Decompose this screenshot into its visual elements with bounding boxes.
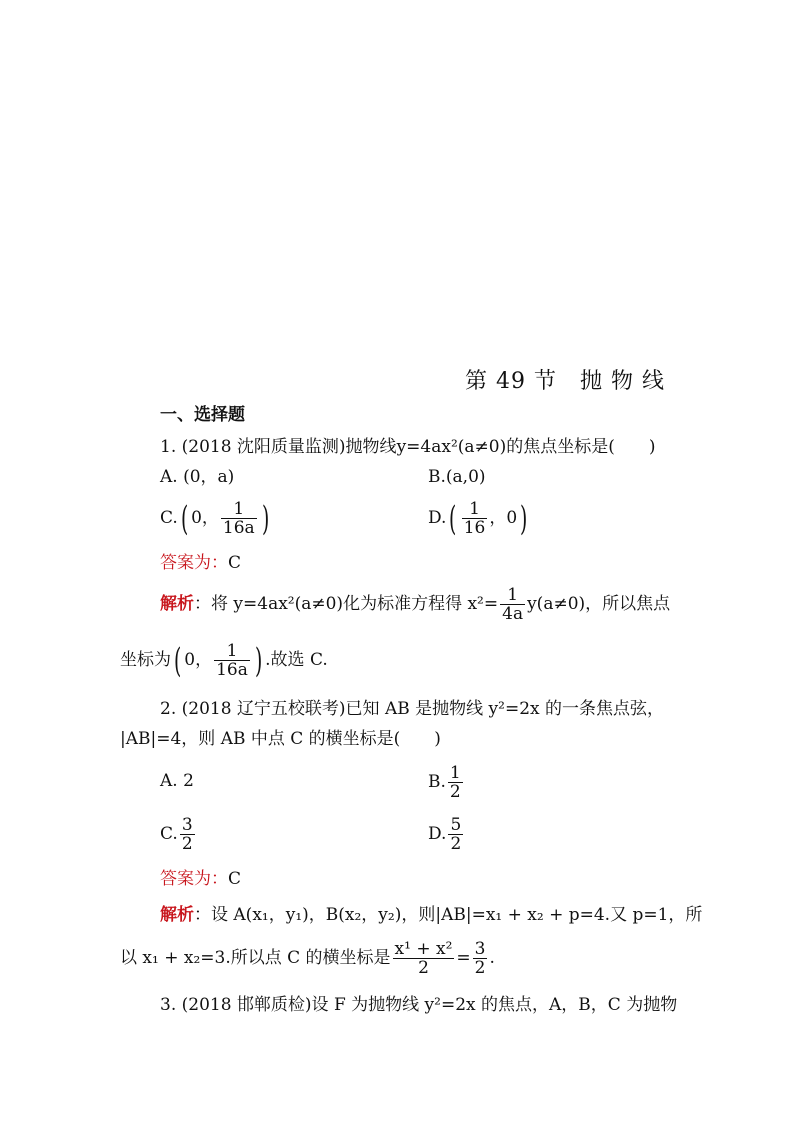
fraction-denominator: 16	[463, 518, 486, 538]
q1-answer	[160, 552, 241, 574]
q1-option-c-fraction	[221, 500, 257, 537]
right-paren-icon: )	[520, 498, 528, 539]
q1-analysis-line-2	[120, 640, 328, 680]
analysis-text: ：设 A(x₁，y₁)，B(x₂，y₂)，则|AB|=x₁ + x₂ + p=4.又 p=1，所	[194, 905, 703, 925]
q2-option-a: A. 2	[160, 771, 194, 791]
analysis-text: 以 x₁ + x₂=3.所以点 C 的横坐标是	[120, 948, 391, 968]
fraction-numerator: 1	[500, 586, 525, 605]
q2-option-c-fraction	[180, 816, 195, 853]
page-title: 第 49 节 抛 物 线	[465, 369, 665, 394]
right-paren-icon: )	[261, 498, 269, 539]
fraction-numerator: 5	[450, 815, 462, 835]
left-paren-icon: (	[449, 498, 457, 539]
right-paren-icon: )	[254, 640, 263, 681]
analysis-text: 坐标为	[120, 650, 171, 670]
fraction-numerator: 1	[214, 642, 250, 661]
q2-answer	[160, 868, 241, 890]
q1-analysis-line-1	[160, 584, 670, 624]
fraction-numerator: 1	[462, 500, 488, 519]
option-label: B.	[428, 772, 446, 792]
q1-option-d-label: D.	[428, 508, 447, 528]
option-label: C.	[160, 824, 178, 844]
fraction-numerator: 1	[449, 763, 461, 783]
q1-option-b: B.(a,0)	[428, 467, 486, 487]
analysis-fraction	[473, 940, 488, 977]
q2-option-d	[428, 814, 465, 854]
answer-label: 答案为：	[160, 553, 228, 573]
equals-sign: =	[456, 948, 471, 968]
fraction-denominator: 16a	[222, 518, 255, 538]
answer-value: C	[228, 869, 242, 889]
q2-option-c	[160, 814, 197, 854]
analysis-fraction	[393, 940, 455, 977]
fraction-denominator: 2	[418, 958, 429, 978]
fraction-denominator: 2	[474, 958, 486, 978]
section-heading: 一、选择题	[160, 405, 245, 425]
analysis-text: 0，	[184, 650, 213, 670]
left-paren-icon: (	[180, 498, 189, 539]
fraction-denominator: 2	[181, 834, 193, 854]
q1-option-c-first: 0，	[191, 508, 219, 528]
q1-option-d	[428, 498, 530, 538]
q1-option-c-label: C.	[160, 508, 178, 528]
q1-option-d-last: ，0	[489, 508, 518, 528]
question-2-stem-line-2: |AB|=4，则 AB 中点 C 的横坐标是( )	[120, 729, 441, 749]
analysis-label: 解析	[160, 905, 194, 925]
analysis-fraction	[214, 642, 250, 679]
analysis-text: ：将 y=4ax²(a≠0)化为标准方程得 x²=	[194, 594, 499, 614]
option-label: D.	[428, 824, 447, 844]
q1-formula: y=4ax²(a≠0)	[396, 437, 507, 457]
q2-analysis-line-1	[160, 904, 702, 926]
analysis-text: y(a≠0)，所以焦点	[527, 594, 671, 614]
question-3-stem-line-1: 3. (2018 邯郸质检)设 F 为抛物线 y²=2x 的焦点，A，B，C 为抛物	[160, 995, 678, 1015]
analysis-fraction	[500, 586, 525, 623]
q2-option-d-fraction	[448, 816, 463, 853]
fraction-denominator: 16a	[216, 660, 248, 680]
question-2-stem-line-1: 2. (2018 辽宁五校联考)已知 AB 是抛物线 y²=2x 的一条焦点弦，	[160, 699, 665, 719]
fraction-denominator: 2	[449, 782, 461, 802]
q1-option-d-fraction	[462, 500, 488, 537]
analysis-text: .故选 C.	[265, 650, 328, 670]
q2-analysis-line-2	[120, 938, 495, 978]
answer-value: C	[228, 553, 242, 573]
answer-label: 答案为：	[160, 869, 228, 889]
fraction-numerator: 3	[181, 815, 193, 835]
fraction-numerator: 3	[474, 939, 486, 959]
question-1-stem	[160, 436, 656, 458]
q1-prefix: 1. (2018 沈阳质量监测)抛物线	[160, 437, 397, 457]
q1-option-a: A. (0，a)	[160, 467, 235, 487]
analysis-label: 解析	[160, 594, 194, 614]
fraction-denominator: 4a	[502, 604, 524, 624]
analysis-text: .	[489, 948, 495, 968]
q1-suffix: 的焦点坐标是( )	[506, 437, 656, 457]
q1-option-c	[160, 498, 272, 538]
fraction-numerator: 1	[221, 500, 257, 519]
q2-option-b-fraction	[448, 764, 463, 801]
q2-option-b	[428, 762, 465, 802]
left-paren-icon: (	[173, 640, 182, 681]
fraction-numerator: x¹ + x²	[394, 939, 453, 959]
fraction-denominator: 2	[450, 834, 462, 854]
